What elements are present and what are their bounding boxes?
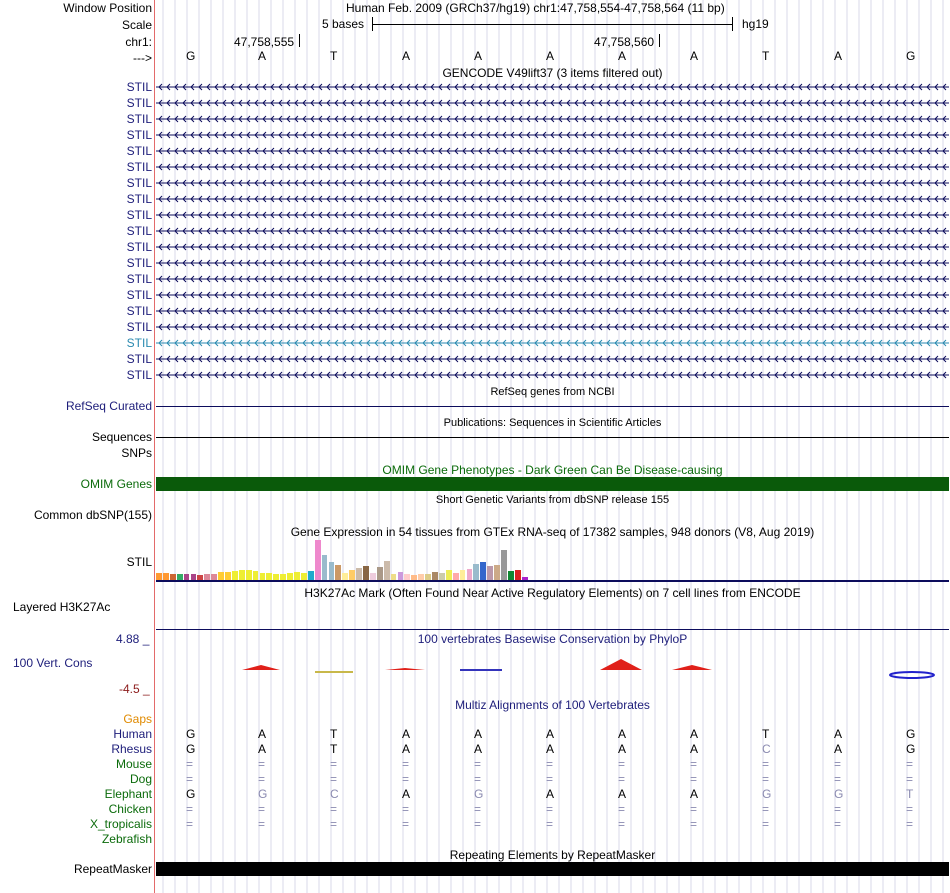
gtex-tissue-bar[interactable] [494,565,500,580]
multiz-aligned-base: = [258,772,266,786]
h3k27ac-label[interactable]: Layered H3K27Ac [13,600,111,614]
dbsnp-track-title[interactable]: Short Genetic Variants from dbSNP release 155 [435,494,670,506]
multiz-aligned-base: = [258,802,266,816]
multiz-aligned-base: = [474,802,482,816]
gtex-tissue-bar[interactable] [515,570,521,580]
multiz-aligned-base: T [906,787,914,801]
multiz-aligned-base: = [546,817,554,831]
coord-tick-mark-1 [299,34,300,47]
multiz-species-label[interactable]: Human [113,727,152,741]
multiz-aligned-base: = [330,757,338,771]
multiz-aligned-base: G [906,727,916,741]
multiz-aligned-base: A [474,727,483,741]
gencode-track-title[interactable]: GENCODE V49lift37 (3 items filtered out) [442,66,663,80]
multiz-aligned-base: = [330,817,338,831]
gencode-transcript-line[interactable] [156,177,949,189]
multiz-aligned-base: = [834,802,842,816]
gencode-transcript-label[interactable]: STIL [126,256,152,270]
repeatmasker-label[interactable]: RepeatMasker [73,862,152,876]
gtex-tissue-bar[interactable] [260,573,266,580]
multiz-aligned-base: A [546,742,555,756]
multiz-aligned-base: = [762,817,770,831]
gencode-transcript-line[interactable] [156,353,949,365]
gencode-transcript-label[interactable]: STIL [126,160,152,174]
multiz-species-label[interactable]: Mouse [115,757,152,771]
gencode-transcript-label[interactable]: STIL [126,80,152,94]
multiz-aligned-base: = [690,757,698,771]
gtex-tissue-bar[interactable] [342,573,348,580]
phylop-label[interactable]: 100 Vert. Cons [13,656,93,670]
gencode-transcript-line[interactable] [156,81,949,93]
strand-arrow-label: ---> [133,51,152,65]
gtex-tissue-bar[interactable] [384,561,390,580]
gencode-transcript-line[interactable] [156,337,949,349]
multiz-aligned-base: T [330,727,338,741]
multiz-aligned-base: G [906,742,916,756]
multiz-aligned-base: A [690,727,699,741]
gtex-expression-chart[interactable] [156,540,556,580]
reference-base: A [834,49,843,63]
multiz-aligned-base: = [474,772,482,786]
h3k27ac-baseline [156,629,949,630]
gtex-tissue-bar[interactable] [467,569,473,580]
gtex-tissue-bar[interactable] [432,572,438,580]
multiz-aligned-base: G [186,787,196,801]
multiz-aligned-base: G [258,787,268,801]
gencode-transcript-line[interactable] [156,97,949,109]
gtex-tissue-bar[interactable] [218,572,224,580]
scale-label: Scale [121,18,152,32]
multiz-aligned-base: = [546,772,554,786]
gencode-transcript-line[interactable] [156,273,949,285]
gtex-tissue-bar[interactable] [225,572,231,580]
publications-line [156,437,949,438]
multiz-aligned-base: = [762,802,770,816]
multiz-species-label[interactable]: Elephant [104,787,152,801]
phylop-bar-2 [315,671,353,673]
multiz-aligned-base: T [762,727,770,741]
multiz-aligned-base: A [618,742,627,756]
multiz-aligned-base: = [906,757,914,771]
gtex-tissue-bar[interactable] [398,572,404,580]
multiz-aligned-base: = [330,802,338,816]
gtex-tissue-bar[interactable] [232,571,238,580]
phylop-bar-4 [460,669,502,671]
snps-label[interactable]: SNPs [121,446,152,460]
multiz-aligned-base: A [402,787,411,801]
reference-base: A [258,49,267,63]
reference-base: T [762,49,770,63]
multiz-track-title[interactable]: Multiz Alignments of 100 Vertebrates [455,698,650,712]
gtex-tissue-bar[interactable] [453,573,459,580]
multiz-aligned-base: = [546,757,554,771]
multiz-aligned-base: = [690,817,698,831]
phylop-peak-3 [385,668,425,670]
gtex-tissue-bar[interactable] [301,573,307,580]
gtex-tissue-bar[interactable] [370,573,376,580]
multiz-aligned-base: = [906,772,914,786]
position-guide-line [154,0,155,893]
gencode-transcript-label[interactable]: STIL [126,304,152,318]
refseq-track-title[interactable]: RefSeq genes from NCBI [490,386,615,398]
gtex-label[interactable]: STIL [126,555,152,569]
multiz-species-label[interactable]: Chicken [108,802,152,816]
gtex-tissue-bar[interactable] [501,550,507,580]
multiz-aligned-base: = [762,772,770,786]
gencode-transcript-label[interactable]: STIL [126,144,152,158]
gtex-tissue-bar[interactable] [322,555,328,580]
multiz-aligned-base: A [258,742,267,756]
multiz-aligned-base: = [834,772,842,786]
coord-tick-1: 47,758,555 [234,35,295,49]
gencode-transcript-label[interactable]: STIL [126,192,152,206]
gencode-transcript-label[interactable]: STIL [126,368,152,382]
repeatmasker-bar[interactable] [156,862,949,876]
multiz-aligned-base: = [402,757,410,771]
gencode-transcript-line[interactable] [156,145,949,157]
gtex-tissue-bar[interactable] [460,570,466,580]
multiz-aligned-base: = [618,772,626,786]
multiz-aligned-base: = [186,802,194,816]
gtex-tissue-bar[interactable] [329,562,335,580]
window-position-value: Human Feb. 2009 (GRCh37/hg19) chr1:47,758,554-47,758,564 (11 bp) [346,1,725,15]
gtex-tissue-bar[interactable] [439,573,445,580]
multiz-aligned-base: = [618,757,626,771]
gencode-transcript-line[interactable] [156,241,949,253]
multiz-aligned-base: A [402,742,411,756]
multiz-aligned-base: A [834,727,843,741]
dbsnp-label[interactable]: Common dbSNP(155) [33,508,152,522]
scale-value: 5 bases [322,17,365,31]
gencode-transcript-line[interactable] [156,129,949,141]
multiz-aligned-base: G [474,787,484,801]
multiz-aligned-base: = [690,772,698,786]
repeatmasker-track-title[interactable]: Repeating Elements by RepeatMasker [449,848,656,862]
gencode-transcript-line[interactable] [156,369,949,381]
gencode-transcript-line[interactable] [156,193,949,205]
multiz-aligned-base: = [186,817,194,831]
reference-base: G [186,49,196,63]
refseq-line [156,406,949,407]
gtex-tissue-bar[interactable] [480,562,486,580]
phylop-min-label: -4.5 _ [119,682,150,696]
gencode-transcript-label[interactable]: STIL [126,208,152,222]
multiz-aligned-base: = [618,817,626,831]
multiz-species-label[interactable]: Zebrafish [101,832,152,846]
gencode-transcript-line[interactable] [156,113,949,125]
refseq-label[interactable]: RefSeq Curated [65,399,152,413]
multiz-aligned-base: A [258,727,267,741]
gtex-tissue-bar[interactable] [253,571,259,580]
publications-track-title[interactable]: Publications: Sequences in Scientific Articles [443,417,662,429]
multiz-aligned-base: G [834,787,844,801]
scale-assembly: hg19 [742,17,769,31]
phylop-conservation-plot[interactable] [155,655,950,685]
gtex-tissue-bar[interactable] [335,565,341,580]
multiz-aligned-base: = [402,772,410,786]
gtex-tissue-bar[interactable] [363,566,369,580]
gencode-transcript-line[interactable] [156,257,949,269]
gencode-transcript-label[interactable]: STIL [126,224,152,238]
sequences-label[interactable]: Sequences [91,430,152,444]
multiz-aligned-base: = [762,757,770,771]
gtex-tissue-bar[interactable] [239,570,245,580]
multiz-aligned-base: = [906,802,914,816]
multiz-aligned-base: A [618,787,627,801]
gtex-tissue-bar[interactable] [508,571,514,580]
reference-base: A [546,49,555,63]
chr-label: chr1: [125,35,152,49]
gencode-transcript-label[interactable]: STIL [126,272,152,286]
omim-label[interactable]: OMIM Genes [80,477,152,491]
multiz-aligned-base: = [186,757,194,771]
multiz-aligned-base: = [330,772,338,786]
multiz-aligned-base: = [258,817,266,831]
gtex-tissue-bar[interactable] [266,573,272,580]
phylop-peak-5 [600,659,642,670]
multiz-aligned-base: A [546,727,555,741]
gencode-transcript-label[interactable]: STIL [126,352,152,366]
reference-base: A [690,49,699,63]
multiz-aligned-base: A [690,787,699,801]
multiz-aligned-base: A [546,787,555,801]
gencode-transcript-label[interactable]: STIL [126,320,152,334]
gencode-transcript-line[interactable] [156,321,949,333]
phylop-track-title[interactable]: 100 vertebrates Basewise Conservation by PhyloP [417,632,688,646]
scale-bar [372,17,733,31]
gtex-tissue-bar[interactable] [294,572,300,580]
gencode-transcript-label[interactable]: STIL [126,288,152,302]
phylop-dip-7 [890,672,934,678]
phylop-peak-6 [672,665,712,670]
multiz-aligned-base: G [186,727,196,741]
phylop-max-label: 4.88 _ [116,632,150,646]
multiz-aligned-base: = [906,817,914,831]
gencode-transcript-label[interactable]: STIL [126,128,152,142]
multiz-aligned-base: G [186,742,196,756]
reference-base: G [906,49,916,63]
gtex-tissue-bar[interactable] [473,564,479,580]
gencode-transcript-label[interactable]: STIL [126,112,152,126]
gtex-tissue-bar[interactable] [156,573,162,580]
gtex-track-title[interactable]: Gene Expression in 54 tissues from GTEx RNA-seq of 17382 samples, 948 donors (V8, Aug 2019) [290,525,815,539]
multiz-species-label[interactable]: Rhesus [111,742,152,756]
window-position-label: Window Position [63,1,152,15]
multiz-aligned-base: = [834,757,842,771]
multiz-aligned-base: C [330,787,339,801]
phylop-peak-1 [242,665,280,670]
multiz-species-label[interactable]: X_tropicalis [89,817,152,831]
multiz-aligned-base: = [546,802,554,816]
multiz-species-label[interactable]: Dog [129,772,152,786]
gencode-transcript-line[interactable] [156,289,949,301]
gencode-transcript-label[interactable]: STIL [126,176,152,190]
multiz-aligned-base: A [618,727,627,741]
reference-base: A [402,49,411,63]
multiz-aligned-base: A [474,742,483,756]
gencode-transcript-label[interactable]: STIL [126,96,152,110]
gtex-tissue-bar[interactable] [287,573,293,580]
multiz-aligned-base: = [258,757,266,771]
multiz-aligned-base: C [762,742,771,756]
gtex-tissue-bar[interactable] [487,566,493,580]
gtex-tissue-bar[interactable] [446,570,452,580]
gaps-label: Gaps [123,712,152,726]
gtex-tissue-bar[interactable] [315,540,321,580]
reference-base: A [618,49,627,63]
omim-gene-bar[interactable] [156,477,949,491]
multiz-aligned-base: = [402,802,410,816]
multiz-aligned-base: = [618,802,626,816]
gtex-tissue-bar[interactable] [163,573,169,580]
gtex-tissue-bar[interactable] [308,571,314,580]
multiz-aligned-base: G [762,787,772,801]
gtex-tissue-bar[interactable] [377,567,383,580]
multiz-aligned-base: = [834,817,842,831]
gencode-transcript-line[interactable] [156,225,949,237]
coord-tick-mark-2 [659,34,660,47]
gtex-baseline [156,580,949,582]
gencode-transcript-label[interactable]: STIL [126,240,152,254]
gtex-tissue-bar[interactable] [356,568,362,580]
multiz-aligned-base: = [402,817,410,831]
multiz-aligned-base: = [474,757,482,771]
omim-track-title[interactable]: OMIM Gene Phenotypes - Dark Green Can Be Disease-causing [382,463,723,477]
gtex-tissue-bar[interactable] [349,570,355,580]
multiz-aligned-base: = [690,802,698,816]
gtex-tissue-bar[interactable] [246,570,252,580]
multiz-aligned-base: T [330,742,338,756]
multiz-aligned-base: = [474,817,482,831]
reference-base: A [474,49,483,63]
gencode-transcript-line[interactable] [156,209,949,221]
gencode-transcript-line[interactable] [156,305,949,317]
h3k27ac-track-title[interactable]: H3K27Ac Mark (Often Found Near Active Regulatory Elements) on 7 cell lines from ENCODE [304,586,801,600]
multiz-aligned-base: A [834,742,843,756]
multiz-aligned-base: A [690,742,699,756]
gencode-transcript-line[interactable] [156,161,949,173]
coord-tick-2: 47,758,560 [594,35,655,49]
multiz-aligned-base: = [186,772,194,786]
multiz-aligned-base: A [402,727,411,741]
gencode-transcript-label[interactable]: STIL [126,336,152,350]
reference-base: T [330,49,338,63]
